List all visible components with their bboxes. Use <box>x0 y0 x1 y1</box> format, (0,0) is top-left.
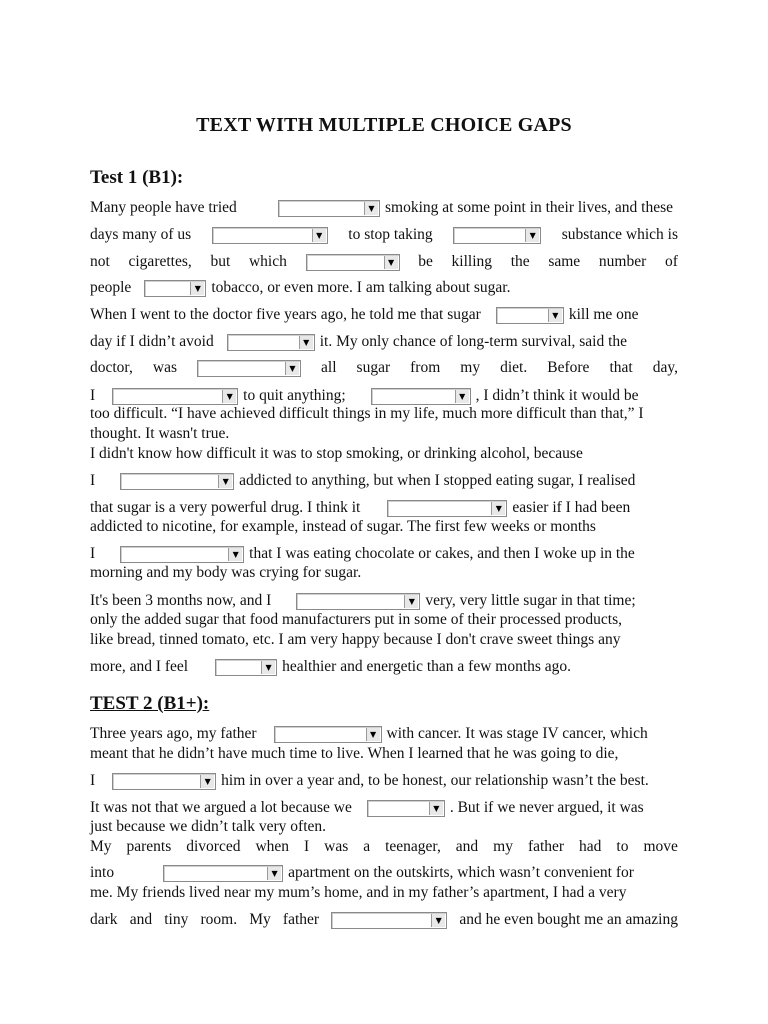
text-word: sugar <box>356 359 391 376</box>
text-segment: that sugar is a very powerful drug. I think it <box>90 499 361 516</box>
text-segment: . But if we never argued, it was <box>449 799 644 816</box>
gap-dropdown-13[interactable] <box>120 546 244 563</box>
text-line <box>90 357 678 379</box>
text-segment: I <box>90 387 96 404</box>
chevron-down-icon: ▼ <box>455 390 469 403</box>
gap-dropdown-19[interactable] <box>163 865 283 882</box>
gap-dropdown-10[interactable] <box>371 388 471 405</box>
text-segment: I <box>90 545 96 562</box>
chevron-down-icon: ▼ <box>404 595 418 608</box>
chevron-down-icon: ▼ <box>364 202 378 215</box>
text-segment: smoking at some point in their lives, and these <box>385 199 673 216</box>
text-word: and <box>129 911 153 928</box>
text-line <box>90 797 678 819</box>
text-segment: , I didn’t think it would be <box>475 387 639 404</box>
text-segment: Three years ago, my father <box>90 725 257 742</box>
gap-dropdown-9[interactable] <box>112 388 238 405</box>
chevron-down-icon: ▼ <box>267 867 281 880</box>
text-line <box>90 470 678 492</box>
chevron-down-icon: ▼ <box>299 336 313 349</box>
text-segment: very, very little sugar in that time; <box>425 592 636 609</box>
text-segment: It's been 3 months now, and I <box>90 592 272 609</box>
text-word: all <box>321 359 337 376</box>
text-line: morning and my body was crying for sugar. <box>90 564 362 581</box>
text-segment: substance which is <box>561 226 678 243</box>
text-segment: people <box>90 279 132 296</box>
chevron-down-icon: ▼ <box>218 475 232 488</box>
gap-dropdown-8[interactable] <box>197 360 301 377</box>
gap-dropdown-20[interactable] <box>331 912 447 929</box>
chevron-down-icon: ▼ <box>366 728 380 741</box>
text-word: and he even bought me an amazing <box>459 911 678 928</box>
text-line: addicted to nicotine, for example, instead of sugar. The first few weeks or months <box>90 518 596 535</box>
text-word: number <box>598 253 647 270</box>
text-word: day, <box>652 359 678 376</box>
gap-dropdown-3[interactable] <box>453 227 541 244</box>
text-word: Before <box>547 359 590 376</box>
text-word: that <box>609 359 633 376</box>
gap-dropdown-6[interactable] <box>496 307 564 324</box>
gap-dropdown-12[interactable] <box>387 500 507 517</box>
text-segment: him in over a year and, to be honest, our relationship wasn’t the best. <box>221 772 649 789</box>
text-segment: apartment on the outskirts, which wasn’t convenient for <box>288 864 634 881</box>
text-line: only the added sugar that food manufacturers put in some of their processed products, <box>90 611 623 628</box>
chevron-down-icon: ▼ <box>312 229 326 242</box>
chevron-down-icon: ▼ <box>190 282 204 295</box>
text-word: not <box>90 253 110 270</box>
text-line <box>90 770 678 792</box>
text-segment: into <box>90 864 115 881</box>
text-word: had <box>579 838 602 855</box>
text-word: doctor, <box>90 359 133 376</box>
text-segment: more, and I feel <box>90 658 189 675</box>
text-word: to <box>616 838 629 855</box>
text-word: father <box>527 838 565 855</box>
text-word: a <box>363 838 371 855</box>
chevron-down-icon: ▼ <box>384 256 398 269</box>
text-line <box>90 224 678 246</box>
chevron-down-icon: ▼ <box>431 914 445 927</box>
page-title: TEXT WITH MULTIPLE CHOICE GAPS <box>196 114 572 136</box>
text-segment: tobacco, or even more. I am talking about sugar. <box>211 279 511 296</box>
text-word: divorced <box>186 838 241 855</box>
text-line <box>90 277 678 299</box>
text-word: my <box>460 359 481 376</box>
text-word: My <box>249 911 271 928</box>
test2-heading: TEST 2 (B1+): <box>90 693 210 714</box>
gap-dropdown-11[interactable] <box>120 473 234 490</box>
text-segment: to stop taking <box>348 226 433 243</box>
text-line: like bread, tinned tomato, etc. I am very happy because I don't crave sweet things any <box>90 631 621 648</box>
text-word: diet. <box>500 359 528 376</box>
text-segment: healthier and energetic than a few months ago. <box>282 658 572 675</box>
text-line <box>90 251 678 273</box>
text-segment: that I was eating chocolate or cakes, and then I woke up in the <box>249 545 635 562</box>
chevron-down-icon: ▼ <box>200 775 214 788</box>
gap-dropdown-2[interactable] <box>212 227 328 244</box>
text-segment: kill me one <box>568 306 639 323</box>
gap-dropdown-18[interactable] <box>367 800 445 817</box>
text-segment: addicted to anything, but when I stopped eating sugar, I realised <box>239 472 636 489</box>
text-segment: days many of us <box>90 226 192 243</box>
gap-dropdown-4[interactable] <box>306 254 400 271</box>
text-line <box>90 909 678 931</box>
chevron-down-icon: ▼ <box>261 661 275 674</box>
text-line: thought. It wasn't true. <box>90 425 230 442</box>
text-word: was <box>152 359 177 376</box>
chevron-down-icon: ▼ <box>525 229 539 242</box>
text-segment: day if I didn’t avoid <box>90 333 214 350</box>
text-segment: It was not that we argued a lot because we <box>90 799 352 816</box>
text-line <box>90 304 678 326</box>
text-word: was <box>324 838 349 855</box>
text-word: My <box>90 838 112 855</box>
text-line <box>90 331 678 353</box>
text-line: I didn't know how difficult it was to stop smoking, or drinking alcohol, because <box>90 445 583 462</box>
text-word: and <box>455 838 479 855</box>
text-segment: easier if I had been <box>512 499 631 516</box>
text-word: same <box>548 253 581 270</box>
text-word: which <box>248 253 287 270</box>
text-word: I <box>304 838 310 855</box>
chevron-down-icon: ▼ <box>429 802 443 815</box>
text-segment: When I went to the doctor five years ago, he told me that sugar <box>90 306 481 323</box>
gap-dropdown-14[interactable] <box>296 593 420 610</box>
text-line <box>90 656 678 678</box>
text-segment: Many people have tried <box>90 199 237 216</box>
text-word: from <box>410 359 441 376</box>
chevron-down-icon: ▼ <box>548 309 562 322</box>
text-word: tiny <box>164 911 189 928</box>
text-segment: to quit anything; <box>243 387 346 404</box>
chevron-down-icon: ▼ <box>285 362 299 375</box>
text-segment: I <box>90 772 96 789</box>
gap-dropdown-7[interactable] <box>227 334 315 351</box>
text-line <box>90 590 678 612</box>
text-word: when <box>255 838 290 855</box>
text-line <box>90 543 678 565</box>
text-line <box>90 197 678 219</box>
text-word: the <box>510 253 530 270</box>
text-word: but <box>210 253 231 270</box>
text-line: just because we didn’t talk very often. <box>90 818 327 835</box>
text-word: cigarettes, <box>128 253 192 270</box>
text-word: of <box>664 253 678 270</box>
text-word: teenager, <box>385 838 441 855</box>
gap-dropdown-17[interactable] <box>112 773 216 790</box>
text-line: me. My friends lived near my mum’s home, and in my father’s apartment, I had a very <box>90 884 627 901</box>
chevron-down-icon: ▼ <box>228 548 242 561</box>
text-line <box>90 862 678 884</box>
text-segment: I <box>90 472 96 489</box>
chevron-down-icon: ▼ <box>491 502 505 515</box>
text-word: parents <box>126 838 172 855</box>
text-line <box>90 723 678 745</box>
text-segment: with cancer. It was stage IV cancer, which <box>386 725 648 742</box>
text-word: be <box>418 253 433 270</box>
gap-dropdown-5[interactable] <box>144 280 206 297</box>
text-word: father <box>282 911 320 928</box>
text-word: my <box>493 838 513 855</box>
gap-dropdown-16[interactable] <box>274 726 382 743</box>
text-segment: it. My only chance of long-term survival, said the <box>319 333 628 350</box>
text-line <box>90 497 678 519</box>
gap-dropdown-15[interactable] <box>215 659 277 676</box>
chevron-down-icon: ▼ <box>222 390 236 403</box>
test1-heading: Test 1 (B1): <box>90 167 184 188</box>
text-word: killing <box>451 253 493 270</box>
text-word: room. <box>200 911 238 928</box>
text-line <box>90 836 678 858</box>
text-line: meant that he didn’t have much time to live. When I learned that he was going to die, <box>90 745 619 762</box>
text-word: dark <box>90 911 118 928</box>
text-line: too difficult. “I have achieved difficult things in my life, much more difficult than that,” I <box>90 405 644 422</box>
gap-dropdown-1[interactable] <box>278 200 380 217</box>
text-word: move <box>643 838 678 855</box>
